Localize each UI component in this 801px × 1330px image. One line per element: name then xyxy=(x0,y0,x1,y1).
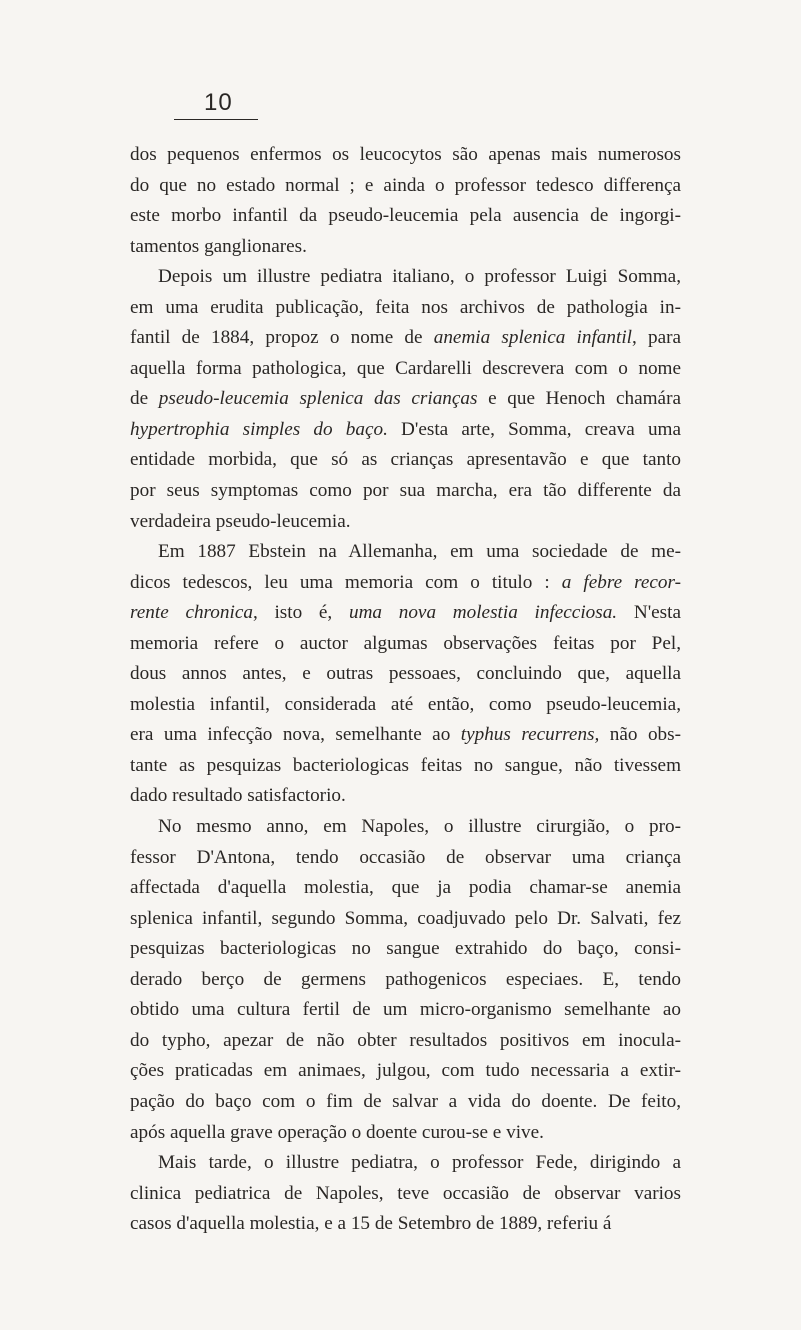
text-run: ções praticadas em animaes, julgou, com tudo necessaria a extir- xyxy=(130,1060,681,1082)
text-line xyxy=(130,629,681,660)
text-run: pesquizas bacteriologicas no sangue extrahido do baço, consi- xyxy=(130,938,681,960)
text-run: fessor D'Antona, tendo occasião de observar uma criança xyxy=(130,846,681,868)
text-line xyxy=(130,659,681,690)
text-run: obtido uma cultura fertil de um micro-organismo semelhante ao xyxy=(130,999,681,1021)
text-line xyxy=(130,323,681,354)
italic-text: anemia splenica infantil xyxy=(433,327,632,349)
text-line xyxy=(130,1148,681,1179)
page-number-underline xyxy=(174,119,258,120)
text-run: dado resultado satisfactorio. xyxy=(130,785,346,807)
text-run: aquella forma pathologica, que Cardarelli descrevera com o nome xyxy=(130,357,681,379)
text-line xyxy=(130,1056,681,1087)
paragraph xyxy=(130,262,681,537)
text-line xyxy=(130,873,681,904)
text-line xyxy=(130,262,681,293)
text-line xyxy=(130,1026,681,1057)
text-run: , isto é, xyxy=(252,602,349,624)
text-run: casos d'aquella molestia, e a 15 de Setembro de 1889, referiu á xyxy=(130,1213,612,1235)
paragraph xyxy=(130,812,681,1148)
text-run: verdadeira pseudo-leucemia. xyxy=(130,510,351,532)
text-line xyxy=(130,445,681,476)
text-run: molestia infantil, considerada até então, como pseudo-leucemia, xyxy=(130,693,681,715)
text-run: dos pequenos enfermos os leucocytos são apenas mais numerosos xyxy=(130,144,681,165)
italic-text: typhus recurrens, xyxy=(460,724,600,746)
text-line xyxy=(130,384,681,415)
text-line xyxy=(130,171,681,202)
text-line xyxy=(130,537,681,568)
text-run: N'esta xyxy=(617,602,681,624)
text-line xyxy=(130,1087,681,1118)
text-line xyxy=(130,720,681,751)
text-line xyxy=(130,568,681,599)
text-run: Depois um illustre pediatra italiano, o professor Luigi Somma, xyxy=(158,266,681,288)
text-line xyxy=(130,415,681,446)
text-run: por seus symptomas como por sua marcha, era tão differente da xyxy=(130,480,681,502)
text-run: este morbo infantil da pseudo-leucemia pela ausencia de ingorgi- xyxy=(130,205,681,227)
text-run: Em 1887 Ebstein na Allemanha, em uma sociedade de me- xyxy=(158,541,681,563)
text-line xyxy=(130,354,681,385)
text-run: pação do baço com o fim de salvar a vida do doente. De feito, xyxy=(130,1090,681,1112)
text-run: de xyxy=(130,388,159,410)
text-run: Mais tarde, o illustre pediatra, o professor Fede, dirigindo a xyxy=(158,1152,681,1174)
text-line xyxy=(130,232,681,263)
italic-text: rente chronica xyxy=(130,602,253,624)
text-run: D'esta arte, Somma, creava uma xyxy=(387,418,681,440)
text-run: não obs- xyxy=(599,724,681,746)
text-run: splenica infantil, segundo Somma, coadjuvado pelo Dr. Salvati, fez xyxy=(130,907,681,929)
text-line xyxy=(130,934,681,965)
text-line xyxy=(130,812,681,843)
text-run: tamentos ganglionares. xyxy=(130,235,307,257)
italic-text: uma nova molestia infecciosa. xyxy=(348,602,618,624)
text-line xyxy=(130,904,681,935)
text-line xyxy=(130,965,681,996)
text-run: dicos tedescos, leu uma memoria com o titulo : xyxy=(130,571,562,593)
text-run: memoria refere o auctor algumas observações feitas por Pel, xyxy=(130,632,681,654)
text-line xyxy=(130,201,681,232)
text-run: era uma infecção nova, semelhante ao xyxy=(130,724,461,746)
text-line xyxy=(130,781,681,812)
text-line xyxy=(130,1179,681,1210)
text-run: fantil de 1884, propoz o nome de xyxy=(130,327,434,349)
text-line xyxy=(130,751,681,782)
italic-text: a febre recor- xyxy=(561,571,681,593)
text-run: após aquella grave operação o doente curou-se e vive. xyxy=(130,1121,544,1143)
paragraph xyxy=(130,140,681,262)
text-line xyxy=(130,690,681,721)
text-line xyxy=(130,843,681,874)
italic-text: pseudo-leucemia splenica das crianças xyxy=(158,388,478,410)
text-run: entidade morbida, que só as crianças apresentavão e que tanto xyxy=(130,449,681,471)
text-run: clinica pediatrica de Napoles, teve occasião de observar varios xyxy=(130,1182,681,1204)
text-run: em uma erudita publicação, feita nos archivos de pathologia in- xyxy=(130,296,681,318)
text-run: do typho, apezar de não obter resultados positivos em inocula- xyxy=(130,1029,681,1051)
text-run: dous annos antes, e outras pessoaes, concluindo que, aquella xyxy=(130,663,681,685)
page-number: 10 xyxy=(204,89,233,116)
text-run: , para xyxy=(631,327,681,349)
text-line xyxy=(130,1209,681,1240)
text-line xyxy=(130,1118,681,1149)
paragraph xyxy=(130,537,681,812)
text-run: tante as pesquizas bacteriologicas feitas no sangue, não tivessem xyxy=(130,754,681,776)
text-line xyxy=(130,598,681,629)
paragraph xyxy=(130,1148,681,1240)
text-line xyxy=(130,293,681,324)
text-run: e que Henoch chamára xyxy=(477,388,681,410)
page-header xyxy=(0,90,801,120)
text-run: do que no estado normal ; e ainda o professor tedesco differença xyxy=(130,174,681,196)
text-run: derado berço de germens pathogenicos especiaes. E, tendo xyxy=(130,968,681,990)
text-line xyxy=(130,995,681,1026)
italic-text: hypertrophia simples do baço. xyxy=(130,418,388,440)
text-run: No mesmo anno, em Napoles, o illustre cirurgião, o pro- xyxy=(158,816,681,838)
text-line xyxy=(130,476,681,507)
text-run: affectada d'aquella molestia, que ja podia chamar-se anemia xyxy=(130,877,681,899)
text-line xyxy=(130,140,681,171)
body-text xyxy=(130,140,681,1240)
text-line xyxy=(130,507,681,538)
